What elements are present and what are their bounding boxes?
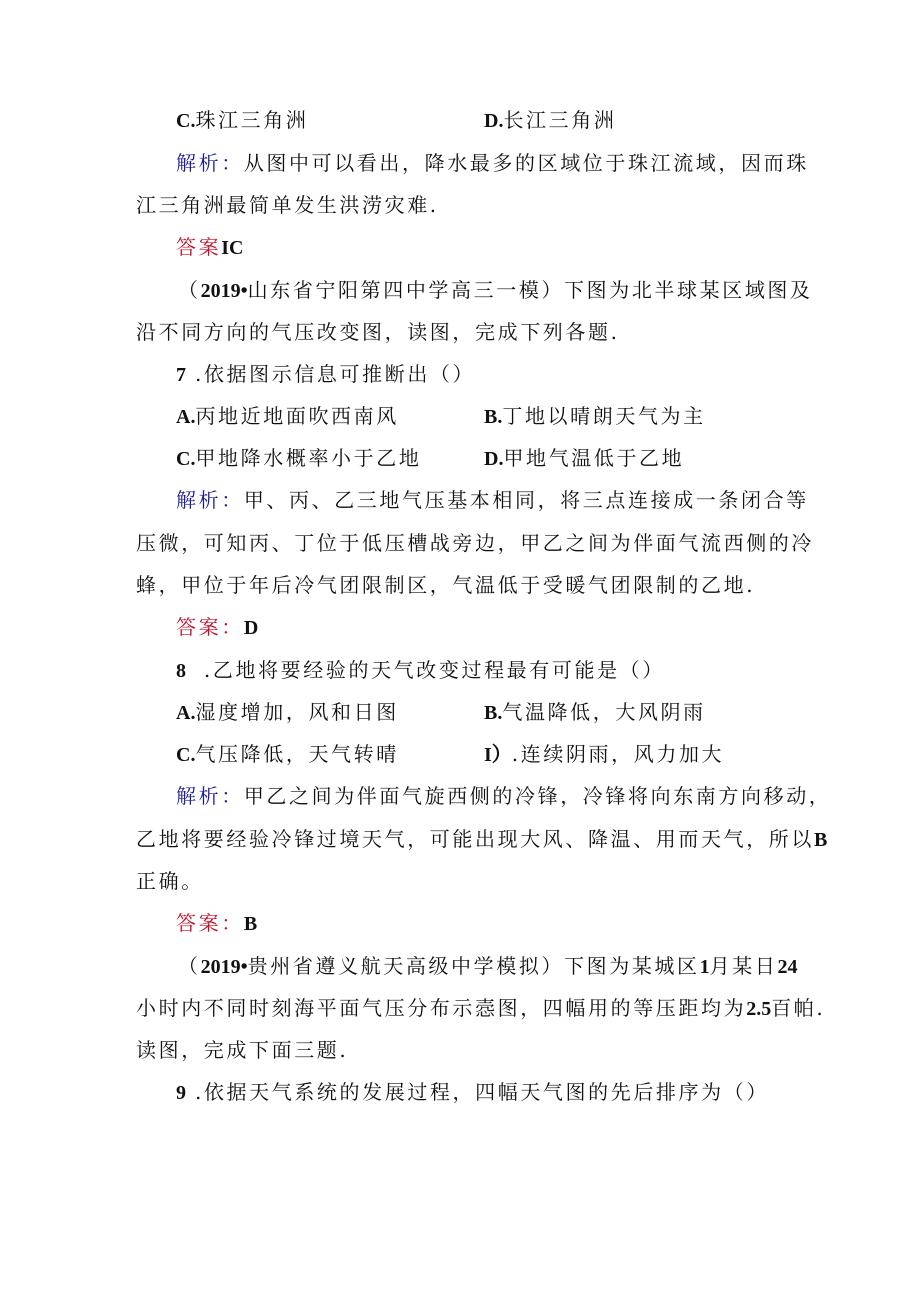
intro-text: 小时内不同时刻海平面气压分布示悫图，四幅用的等压距均为 — [136, 996, 747, 1020]
analysis-text-line: 正确。 — [136, 869, 204, 893]
answer-line — [176, 613, 258, 642]
intro-text: 百帕. — [771, 996, 826, 1020]
option-c — [176, 740, 399, 769]
analysis-text: 从图中可以看出，降水最多的区域位于珠江流域，因而珠 — [243, 151, 809, 175]
intro-text: 贵州省遵义航天高级中学模拟）下图为某城区 — [247, 954, 700, 978]
analysis-text: 甲乙之间为伴面气旋西侧的冷锋，冷锋将向东南方向移动， — [243, 784, 832, 808]
option-letter: A. — [176, 702, 196, 724]
question-number: 9 — [176, 1082, 186, 1104]
answer-value: IC — [221, 237, 244, 259]
question-number: 8 — [176, 660, 186, 682]
option-text: 丁地以晴朗天气为主 — [502, 404, 706, 428]
year: 2019• — [200, 280, 248, 302]
analysis-label: 解析： — [176, 488, 244, 512]
question-8-stem — [176, 656, 665, 685]
option-text: 珠江三角洲 — [195, 108, 309, 132]
answer-value: D — [243, 617, 259, 639]
question-9-stem — [176, 1078, 769, 1107]
question-number: 7 — [176, 364, 186, 386]
intro-text: 山东省宁阳第四中学高三一模）下图为北半球某区域图及 — [247, 278, 813, 302]
option-letter: D. — [484, 110, 504, 132]
option-text: 湿度增加，风和日图 — [195, 700, 399, 724]
analysis-bold-letter: B — [814, 829, 828, 851]
analysis-text-line: 江三角洲最简单发生洪涝灾难. — [136, 193, 439, 217]
paren-open: （ — [178, 278, 201, 302]
analysis-paragraph — [176, 486, 809, 514]
option-text: 甲地降水概率小于乙地 — [195, 446, 422, 470]
question-text: .依据天气系统的发展过程，四幅天气图的先后排序为（） — [194, 1080, 769, 1104]
option-letter: I） — [484, 744, 512, 766]
answer-line — [176, 909, 257, 938]
intro-text-line — [136, 994, 825, 1023]
intro-paragraph — [178, 952, 797, 981]
option-text: 气温降低，大风阴雨 — [502, 700, 706, 724]
answer-label: 答案： — [176, 911, 244, 935]
answer-value: B — [243, 913, 258, 935]
option-letter: C. — [176, 744, 196, 766]
option-text: 丙地近地面吹西南风 — [195, 404, 399, 428]
answer-label: 答案 — [176, 235, 222, 259]
intro-number: 1 — [699, 956, 710, 978]
option-a — [176, 698, 399, 727]
analysis-label: 解析： — [176, 151, 244, 175]
question-text: .依据图示信息可推断出（） — [194, 362, 476, 386]
intro-number: 2.5 — [746, 998, 772, 1020]
analysis-text-line: 压微，可知丙、丁位于低压槽战旁边，甲乙之间为伴面气流西侧的冷 — [136, 531, 814, 555]
option-b — [484, 698, 706, 727]
question-text: .乙地将要经验的天气改变过程最有可能是（） — [203, 658, 665, 682]
option-letter: C. — [176, 448, 196, 470]
option-a — [176, 402, 399, 431]
intro-number: 24 — [777, 956, 798, 978]
option-letter: A. — [176, 406, 196, 428]
analysis-paragraph — [176, 782, 831, 810]
option-text: 长江三角洲 — [503, 108, 617, 132]
analysis-text-line: 蜂，甲位于年后冷气团限制区，气温低于受暖气团限制的乙地. — [136, 573, 756, 597]
option-text: .连续阴雨，风力加大 — [511, 742, 725, 766]
intro-paragraph — [178, 276, 813, 305]
option-c — [176, 106, 308, 135]
answer-label: 答案： — [176, 615, 244, 639]
analysis-text: 乙地将要经验冷锋过境天气，可能出现大风、降温、用而天气，所以 — [136, 827, 814, 851]
option-c — [176, 444, 421, 473]
intro-text-line: 读图，完成下面三题. — [136, 1038, 349, 1062]
analysis-text-line — [136, 825, 827, 854]
option-d — [484, 740, 724, 769]
option-text: 甲地气温低于乙地 — [503, 446, 685, 470]
option-d — [484, 106, 616, 135]
option-letter: C. — [176, 110, 196, 132]
option-letter: D. — [484, 448, 504, 470]
option-d — [484, 444, 684, 473]
option-text: 气压降低，天气转晴 — [195, 742, 399, 766]
paren-open: （ — [178, 954, 201, 978]
question-7-stem — [176, 360, 475, 389]
option-b — [484, 402, 706, 431]
answer-line — [176, 233, 243, 262]
analysis-label: 解析： — [176, 784, 244, 808]
option-letter: B. — [484, 702, 503, 724]
intro-text: 月某日 — [709, 954, 778, 978]
year: 2019• — [200, 956, 248, 978]
analysis-text: 甲、丙、乙三地气压基本相同，将三点连接成一条闭合等 — [243, 488, 809, 512]
intro-text-line: 沿不同方向的气压改变图，读图，完成下列各题. — [136, 320, 620, 344]
option-letter: B. — [484, 406, 503, 428]
analysis-paragraph — [176, 149, 809, 177]
